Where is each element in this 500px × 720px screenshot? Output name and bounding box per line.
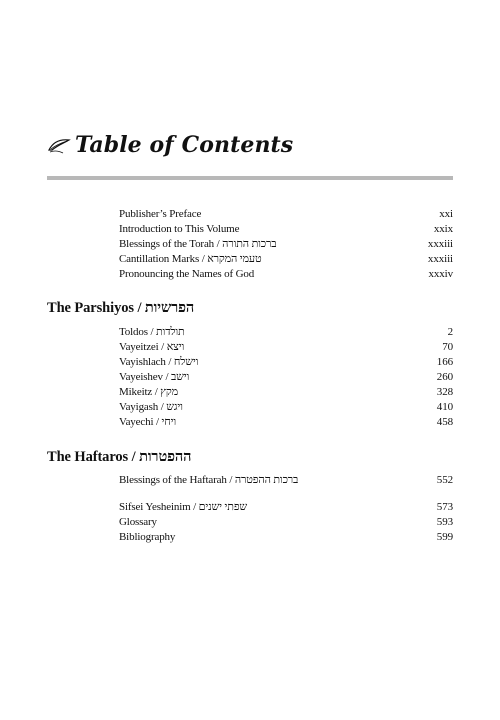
toc-entry-page: 410 [436, 401, 453, 413]
toc-entry-page: 328 [436, 386, 453, 398]
toc-entry-page: 593 [436, 516, 453, 528]
toc-entry-sifsei-yesheinim[interactable] [119, 500, 453, 514]
toc-entry-blessings-of-torah[interactable] [119, 237, 453, 251]
page-title: Table of Contents [75, 132, 294, 158]
toc-entry-label: Pronouncing the Names of God [119, 268, 255, 280]
toc-entry-vayechi[interactable] [119, 415, 453, 429]
section-heading-haftaros: The Haftaros / ההפטרות [47, 449, 192, 465]
toc-entry-vayeishev[interactable] [119, 370, 453, 384]
toc-entry-page: 2 [447, 326, 453, 338]
toc-entry-label: Vayeishev / וישב [119, 371, 190, 383]
toc-entry-page: xxix [433, 223, 453, 235]
toc-entry-page: 70 [442, 341, 453, 353]
toc-entry-bibliography[interactable] [119, 530, 453, 544]
toc-entry-vayishlach[interactable] [119, 355, 453, 369]
toc-entry-label: Vayigash / ויגש [119, 401, 183, 413]
toc-entry-page: xxi [439, 208, 453, 220]
toc-entry-label: Vayishlach / וישלח [119, 356, 199, 368]
toc-entry-blessings-of-haftarah[interactable] [119, 473, 453, 487]
toc-entry-vayeitzei[interactable] [119, 340, 453, 354]
toc-entry-label: Vayeitzei / ויצא [119, 341, 185, 353]
toc-entry-toldos[interactable] [119, 325, 453, 339]
toc-entry-page: 552 [436, 474, 453, 486]
toc-entry-label: Blessings of the Haftarah / ברכות ההפטרה [119, 474, 299, 486]
toc-entry-page: 573 [436, 501, 453, 513]
toc-entry-label: Cantillation Marks / טעמי המקרא [119, 253, 262, 265]
toc-entry-label: Bibliography [119, 531, 176, 543]
leaf-ornament-icon [47, 135, 71, 155]
toc-entry-pronouncing-names[interactable] [119, 267, 453, 281]
toc-title-block [47, 128, 293, 162]
toc-entry-page: xxxiv [428, 268, 453, 280]
toc-entry-label: Vayechi / ויחי [119, 416, 176, 428]
toc-entry-label: Mikeitz / מקץ [119, 386, 178, 398]
toc-entry-page: 458 [436, 416, 453, 428]
title-divider [47, 176, 453, 180]
toc-entry-label: Toldos / תולדות [119, 326, 185, 338]
toc-entry-page: xxxiii [427, 238, 453, 250]
toc-entry-label: Glossary [119, 516, 157, 528]
toc-entry-glossary[interactable] [119, 515, 453, 529]
toc-entry-page: 599 [436, 531, 453, 543]
toc-entry-page: 166 [436, 356, 453, 368]
toc-entry-page: xxxiii [427, 253, 453, 265]
section-heading-parshiyos: The Parshiyos / הפרשיות [47, 300, 195, 316]
toc-entry-cantillation-marks[interactable] [119, 252, 453, 266]
toc-entry-label: Blessings of the Torah / ברכות התורה [119, 238, 277, 250]
toc-entry-introduction[interactable] [119, 222, 453, 236]
toc-entry-publishers-preface[interactable] [119, 207, 453, 221]
toc-entry-label: Sifsei Yesheinim / שפתי ישנים [119, 501, 248, 513]
toc-entry-label: Introduction to This Volume [119, 223, 240, 235]
toc-entry-label: Publisher’s Preface [119, 208, 202, 220]
toc-entry-page: 260 [436, 371, 453, 383]
toc-entry-mikeitz[interactable] [119, 385, 453, 399]
toc-entry-vayigash[interactable] [119, 400, 453, 414]
